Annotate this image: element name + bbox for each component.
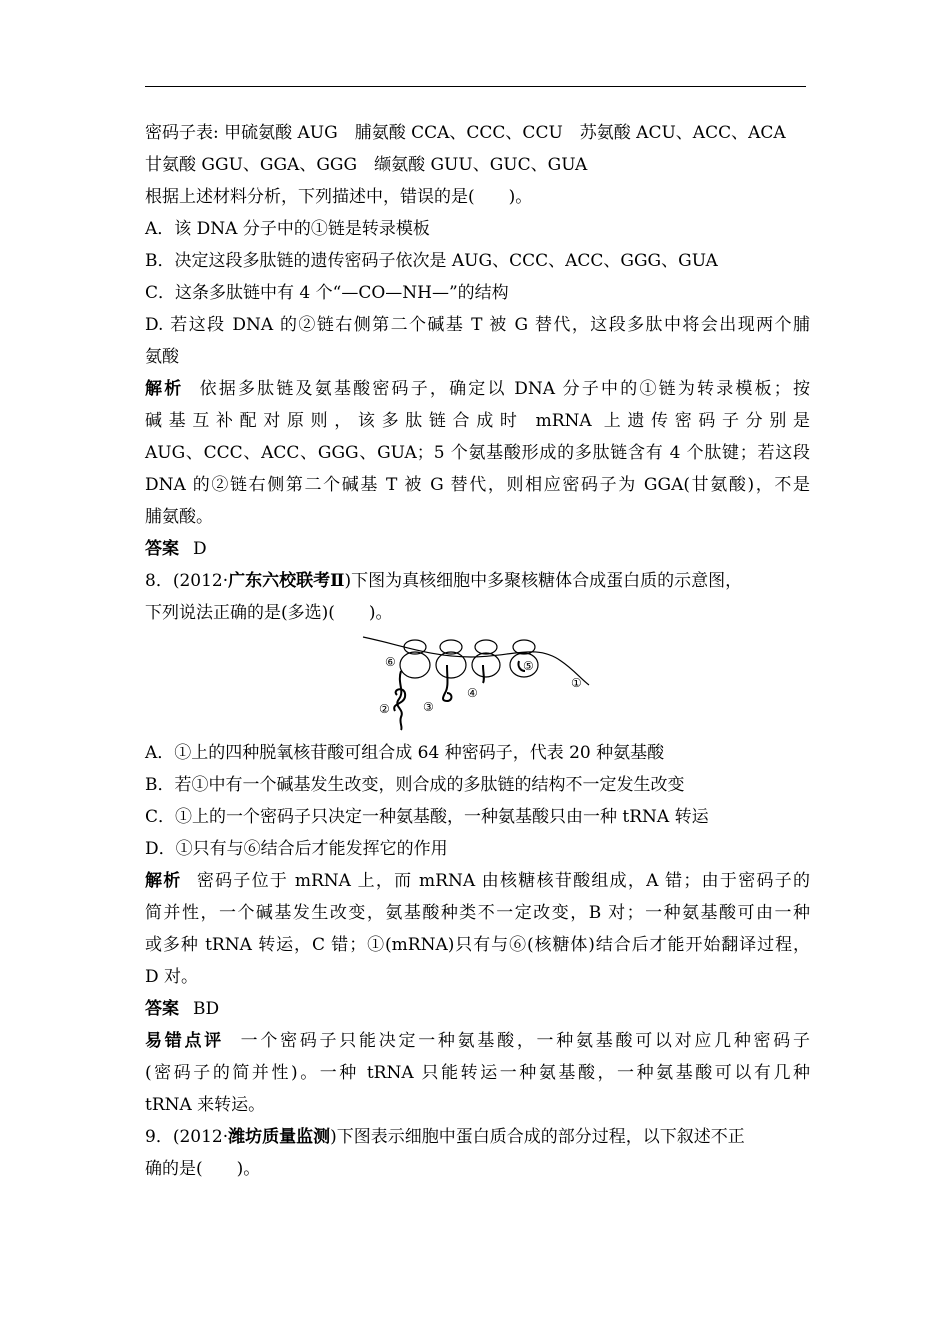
q8-option-b: B．若①中有一个碱基发生改变，则合成的多肽链的结构不一定发生改变 [145,775,685,795]
label-polypeptide-4: ④ [467,686,478,700]
q8-option-a: A．①上的四种脱氧核苷酸可组合成 64 种密码子，代表 20 种氨基酸 [145,743,665,763]
label-polypeptide-3: ③ [423,700,434,714]
ribosome-small [475,640,497,654]
q8-answer-value: BD [193,999,220,1019]
header-rule [145,86,806,87]
ribosome-large [400,652,430,678]
label-mrna: ① [571,676,582,690]
q8-tip-label: 易错点评 [145,1031,224,1051]
q7-analysis-label: 解析 [145,379,184,399]
q8-analysis-label: 解析 [145,871,182,891]
q7-stem: 根据上述材料分析，下列描述中，错误的是( )。 [145,187,533,207]
polypeptide-chain [483,665,484,683]
q8-analysis-line-1: 解析 密码子位于 mRNA 上，而 mRNA 由核糖核苷酸组成，A 错；由于密码子的 [145,871,810,891]
q8-analysis-line-4: D 对。 [145,967,199,987]
q7-option-d-cont: 氨酸 [145,347,179,367]
q8-answer-label: 答案 [145,999,179,1019]
q7-analysis-line-4: DNA 的②链右侧第二个碱基 T 被 G 替代，则相应密码子为 GGA(甘氨酸)，不是 [145,475,810,495]
document-body [145,117,810,1185]
q7-option-b: B．决定这段多肽链的遗传密码子依次是 AUG、CCC、ACC、GGG、GUA [145,251,718,271]
q7-option-c: C．这条多肽链中有 4 个“—CO—NH—”的结构 [145,283,509,303]
polypeptide-chain [443,665,452,701]
q8-answer [145,993,810,1025]
codon-table-line-1: 密码子表: 甲硫氨酸 AUG 脯氨酸 CCA、CCC、CCU 苏氨酸 ACU、ACC、ACA [145,123,786,143]
q8-stem: 8．(2012·广东六校联考Ⅱ)下图为真核细胞中多聚核糖体合成蛋白质的示意图， [145,571,743,591]
q7-answer-label: 答案 [145,539,179,559]
polyribosome-figure [145,631,810,731]
label-polypeptide-2: ② [379,702,390,716]
q7-answer [145,533,810,565]
q8-tip-line-2: (密码子的简并性)。一种 tRNA 只能转运一种氨基酸，一种氨基酸可以有几种 [145,1063,810,1083]
q9-source: 潍坊质量监测 [228,1127,331,1147]
q7-option-a: A．该 DNA 分子中的①链是转录模板 [145,219,430,239]
q9-stem: 9．(2012·潍坊质量监测)下图表示细胞中蛋白质合成的部分过程，以下叙述不正 [145,1127,745,1147]
q8-source: 广东六校联考Ⅱ [228,571,345,591]
q7-analysis-line-1: 解析 依据多肽链及氨基酸密码子，确定以 DNA 分子中的①链为转录模板；按 [145,379,810,399]
q8-option-d: D．①只有与⑥结合后才能发挥它的作用 [145,839,448,859]
label-polypeptide-5: ⑤ [523,659,534,673]
q8-stem-line-2: 下列说法正确的是(多选)( )。 [145,603,393,623]
q8-analysis-line-2: 简并性，一个碱基发生改变，氨基酸种类不一定改变，B 对；一种氨基酸可由一种 [145,903,810,923]
q8-analysis-line-3: 或多种 tRNA 转运，C 错；①(mRNA)只有与⑥(核糖体)结合后才能开始翻译过程， [145,935,810,955]
q7-option-d: D. 若这段 DNA 的②链右侧第二个碱基 T 被 G 替代，这段多肽中将会出现两个脯 [145,315,810,335]
polyribosome-diagram [361,631,601,731]
q8-tip-line-1: 易错点评 一个密码子只能决定一种氨基酸，一种氨基酸可以对应几种密码子 [145,1031,811,1051]
q7-analysis-line-3: AUG、CCC、ACC、GGG、GUA；5 个氨基酸形成的多肽链含有 4 个肽键；若这段 [145,443,810,463]
q9-stem-line-2: 确的是( )。 [145,1159,261,1179]
codon-table-line-2: 甘氨酸 GGU、GGA、GGG 缬氨酸 GUU、GUC、GUA [145,155,588,175]
q7-analysis-line-5: 脯氨酸。 [145,507,213,527]
q7-answer-value: D [193,539,207,559]
q8-tip-line-3: tRNA 来转运。 [145,1095,266,1115]
label-ribosome: ⑥ [385,655,396,669]
polypeptide-chain [397,671,402,730]
q7-analysis-line-2: 碱基互补配对原则，该多肽链合成时 mRNA 上遗传密码子分别是 [145,411,810,431]
q8-option-c: C．①上的一个密码子只决定一种氨基酸，一种氨基酸只由一种 tRNA 转运 [145,807,709,827]
